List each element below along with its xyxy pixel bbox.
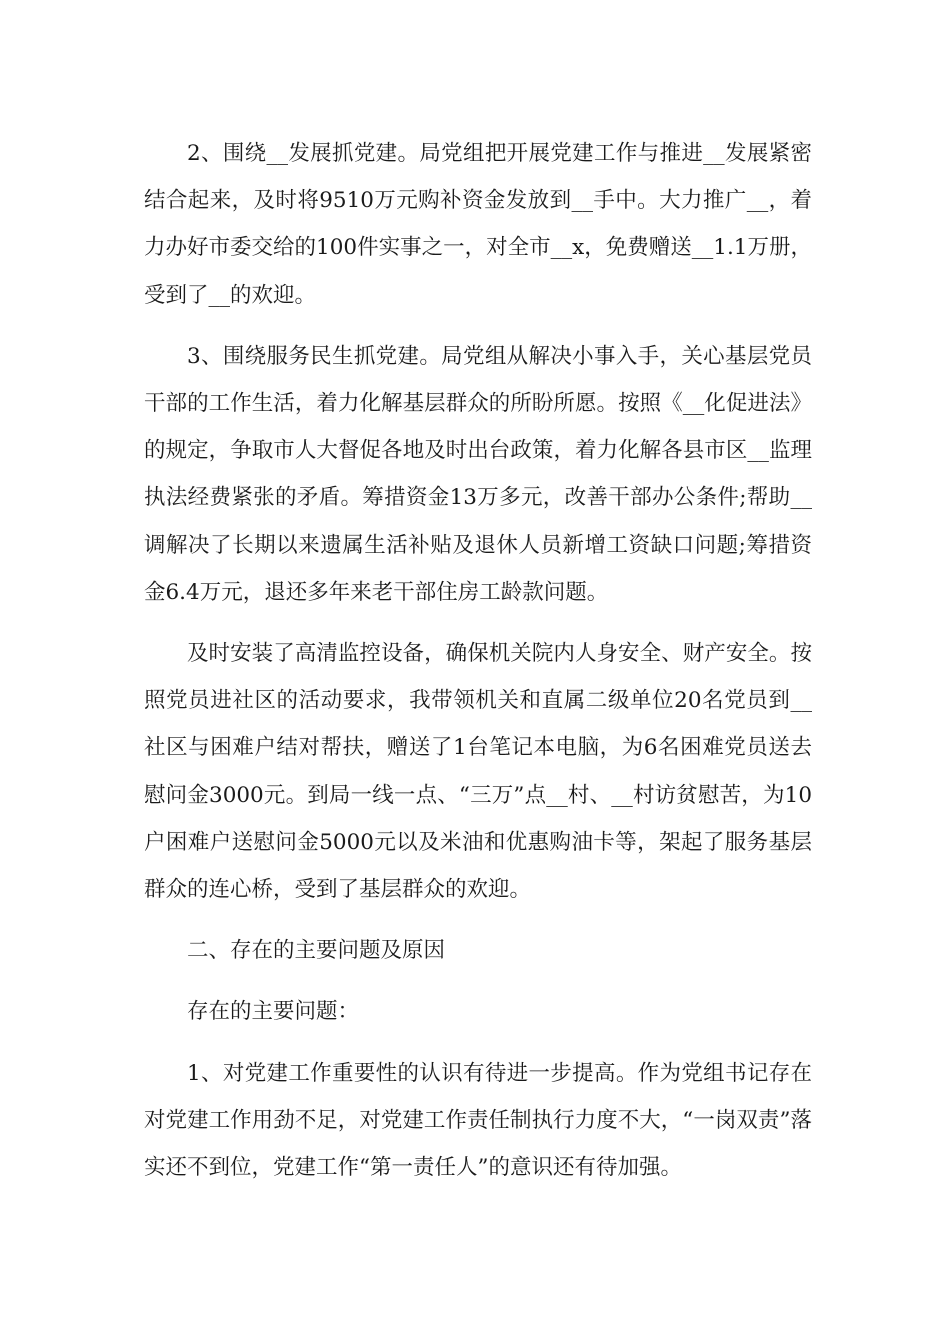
paragraph-problem-1: 1、对党建工作重要性的认识有待进一步提高。作为党组书记存在对党建工作用劲不足，对党建工作责任制执行力度不大，“一岗双责”落实还不到位，党建工作“第一责任人”的意识还有待加强。 <box>144 1060 812 1181</box>
section-heading-problems: 二、存在的主要问题及原因 <box>187 938 446 964</box>
paragraph-item-2: 2、围绕__发展抓党建。局党组把开展党建工作与推进__发展紧密结合起来，及时将9510万元购补资金发放到__手中。大力推广__，着力办好市委交给的100件实事之一，对全市__x，免费赠送__1.1万册，受到了__的欢迎。 <box>144 141 812 308</box>
document-body <box>144 130 812 1205</box>
paragraph-item-3: 3、围绕服务民生抓党建。局党组从解决小事入手，关心基层党员干部的工作生活，着力化解基层群众的所盼所愿。按照《__化促进法》的规定，争取市人大督促各地及时出台政策，着力化解各县市区__监理执法经费紧张的矛盾。筹措资金13万多元，改善干部办公条件;帮助__调解决了长期以来遗属生活补贴及退休人员新增工资缺口问题;筹措资金6.4万元，退还多年来老干部住房工龄款问题。 <box>144 343 812 605</box>
subheading-main-problems: 存在的主要问题： <box>187 999 360 1025</box>
paragraph-community-help: 及时安装了高清监控设备，确保机关院内人身安全、财产安全。按照党员进社区的活动要求，我带领机关和直属二级单位20名党员到__社区与困难户结对帮扶，赠送了1台笔记本电脑，为6名困难党员送去慰问金3000元。到局一线一点、“三万”点__村、__村访贫慰苦，为10户困难户送慰问金5000元以及米油和优惠购油卡等，架起了服务基层群众的连心桥，受到了基层群众的欢迎。 <box>144 641 812 903</box>
